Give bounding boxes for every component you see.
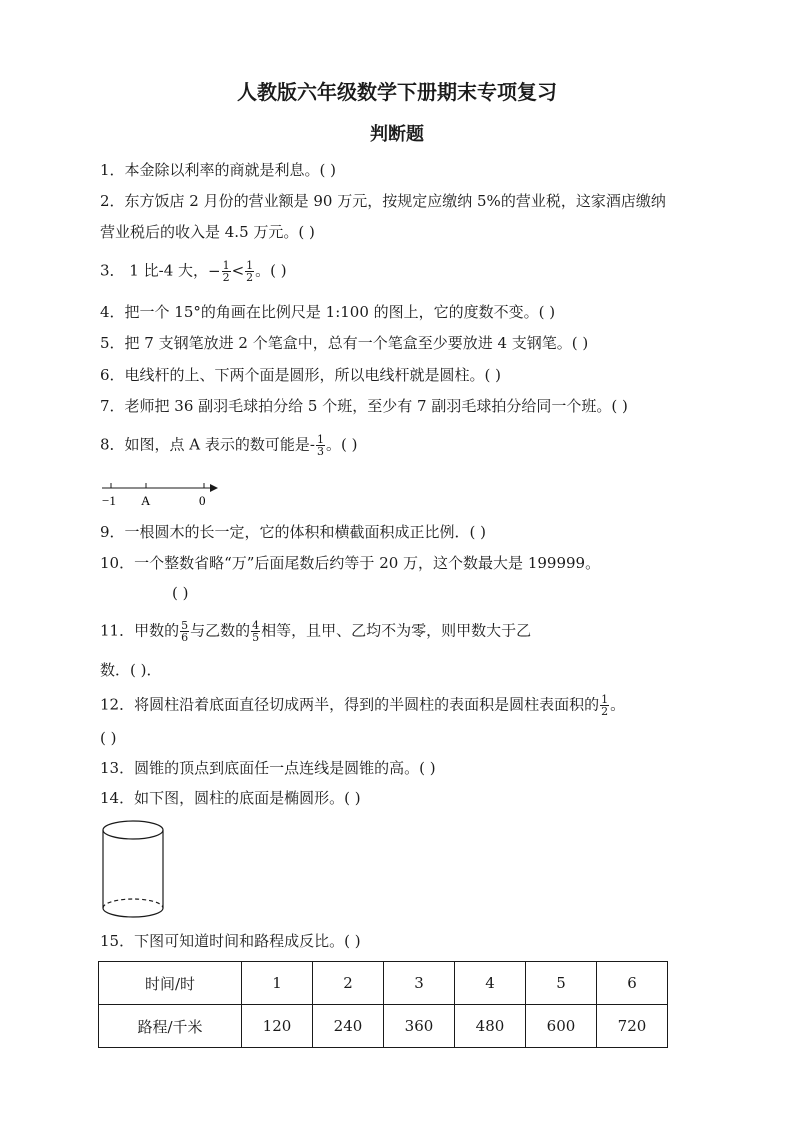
table-cell: 5 [526,962,597,1005]
question-11-rest: 相等，且甲、乙均不为零，则甲数大于乙 [261,621,532,640]
question-11-text: 11．甲数的 [100,621,180,640]
question-14: 14．如下图，圆柱的底面是椭圆形。( ) [100,789,361,807]
question-15: 15．下图可知道时间和路程成反比。( ) [100,932,361,950]
question-5: 5．把 7 支钢笔放进 2 个笔盒中，总有一个笔盒至少要放进 4 支钢笔。( ) [100,334,589,352]
question-11-mid: 与乙数的 [190,621,251,640]
tick-label-zero: 0 [199,493,206,508]
question-12-answer: ( ) [100,729,117,747]
time-distance-table [98,961,668,1048]
question-8 [100,434,357,457]
question-12 [100,694,625,717]
question-8-answer: 。( ) [325,435,358,454]
question-1: 1．本金除以利率的商就是利息。( ) [100,161,337,179]
table-cell: 4 [455,962,526,1005]
question-2-line-2: 营业税后的收入是 4.5 万元。( ) [100,223,315,241]
cylinder-bottom-front [103,908,163,917]
question-13: 13．圆锥的顶点到底面任一点连线是圆锥的高。( ) [100,759,436,777]
question-9: 9．一根圆木的长一定，它的体积和横截面积成正比例．( ) [100,523,487,541]
question-10-line-1: 10．一个整数省略“万”后面尾数后约等于 20 万，这个数最大是 199999。 [100,554,601,572]
fraction: $\frac{5}{6}$ [181,619,189,644]
table-cell: 240 [313,1005,384,1048]
minus-sign: − [208,261,221,280]
table-row-header: 路程/千米 [99,1005,242,1048]
arrow-right-icon [210,484,218,492]
cylinder-figure [100,818,170,922]
question-8-text: 8．如图，点 A 表示的数可能是- [100,435,315,454]
table-cell: 1 [242,962,313,1005]
table-cell: 6 [597,962,668,1005]
question-11 [100,620,531,643]
table-row-header: 时间/时 [99,962,242,1005]
fraction: $\frac{1}{2}$ [222,259,230,284]
table-cell: 2 [313,962,384,1005]
question-2-line-1: 2．东方饭店 2 月份的营业额是 90 万元，按规定应缴纳 5%的营业税，这家酒店缴纳 [100,192,666,210]
tick-label-a: A [141,493,151,508]
question-4: 4．把一个 15°的角画在比例尺是 1:100 的图上，它的度数不变。( ) [100,303,556,321]
fraction: $\frac{1}{2}$ [601,693,609,718]
table-row [99,1005,668,1048]
table-cell: 600 [526,1005,597,1048]
fraction: $\frac{1}{2}$ [246,259,254,284]
question-3-text: 3． 1 比-4 大， [100,261,209,280]
cylinder-top-ellipse [103,821,163,839]
question-3 [100,260,287,283]
page-title: 人教版六年级数学下册期末专项复习 [237,80,557,104]
question-3-answer: 。( ) [255,261,287,280]
number-line-figure [100,474,230,510]
tick-label-neg1: −1 [102,493,116,508]
table-row [99,962,668,1005]
table-cell: 480 [455,1005,526,1048]
question-7: 7．老师把 36 副羽毛球拍分给 5 个班，至少有 7 副羽毛球拍分给同一个班。( ) [100,397,628,415]
question-11-line-2: 数．( )． [100,661,162,679]
fraction: $\frac{1}{3}$ [316,433,324,458]
less-than-sign: < [231,261,245,280]
cylinder-bottom-back-dashed [103,899,163,908]
section-title: 判断题 [370,124,424,145]
question-12-end: 。 [610,695,626,714]
question-12-text: 12．将圆柱沿着底面直径切成两半，得到的半圆柱的表面积是圆柱表面积的 [100,695,600,714]
table-cell: 360 [384,1005,455,1048]
table-cell: 720 [597,1005,668,1048]
question-6: 6．电线杆的上、下两个面是圆形，所以电线杆就是圆柱。( ) [100,366,502,384]
question-10-line-2: ( ) [172,584,189,602]
table-cell: 3 [384,962,455,1005]
fraction: $\frac{4}{5}$ [252,619,260,644]
table-cell: 120 [242,1005,313,1048]
